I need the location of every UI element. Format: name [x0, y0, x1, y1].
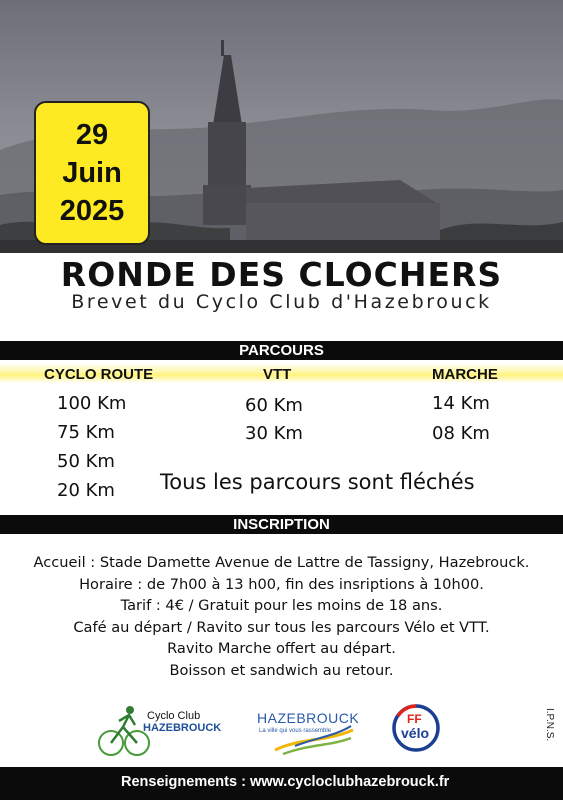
distance-marche-2: 08 Km: [432, 423, 490, 444]
inscription-details: [0, 552, 563, 681]
cyclo-club-logo: [95, 703, 230, 759]
distance-cyclo-1: 100 Km: [57, 393, 127, 414]
hazebrouck-name: HAZEBROUCK: [257, 710, 360, 726]
hazebrouck-city-logo: [255, 708, 360, 756]
date-day: 29: [75, 119, 109, 151]
date-month: Juin: [62, 157, 122, 189]
info-line-horaire: Horaire : de 7h00 à 13 h00, fin des insriptions à 10h00.: [79, 575, 484, 593]
event-subtitle: Brevet du Cyclo Club d'Hazebrouck: [71, 291, 492, 313]
col-marche-label: MARCHE: [432, 366, 498, 383]
parcours-header: PARCOURS: [0, 341, 563, 360]
info-line-boisson: Boisson et sandwich au retour.: [169, 661, 394, 679]
hazebrouck-tagline: La ville qui vous rassemble: [259, 728, 332, 734]
footer-website-link[interactable]: www.cycloclubhazebrouck.fr: [250, 774, 450, 790]
col-vtt-label: VTT: [263, 366, 292, 383]
date-badge: [34, 101, 150, 245]
ffvelo-logo: [390, 702, 442, 754]
info-line-cafe: Café au départ / Ravito sur tous les parcours Vélo et VTT.: [73, 618, 490, 636]
ipns-mark: I.P.N.S.: [544, 708, 555, 742]
info-line-ravito: Ravito Marche offert au départ.: [167, 640, 396, 657]
event-title: RONDE DES CLOCHERS: [60, 255, 503, 294]
col-cyclo-route-label: CYCLO ROUTE: [44, 366, 154, 383]
footer-bar: [0, 767, 563, 800]
ffvelo-velo: vélo: [401, 725, 430, 741]
distance-cyclo-4: 20 Km: [57, 480, 115, 501]
ffvelo-ff: FF: [407, 712, 422, 726]
signposted-note: Tous les parcours sont fléchés: [160, 470, 475, 494]
date-year: 2025: [59, 195, 125, 227]
distance-marche-1: 14 Km: [432, 393, 490, 414]
distance-cyclo-2: 75 Km: [57, 422, 115, 443]
info-line-tarif: Tarif : 4€ / Gratuit pour les moins de 18 ans.: [120, 597, 443, 614]
info-line-accueil: Accueil : Stade Damette Avenue de Lattre de Tassigny, Hazebrouck.: [33, 554, 530, 571]
distance-cyclo-3: 50 Km: [57, 451, 115, 472]
distance-vtt-2: 30 Km: [245, 423, 303, 444]
inscription-header: INSCRIPTION: [0, 515, 563, 534]
distance-vtt-1: 60 Km: [245, 395, 303, 416]
swoosh-icon: [255, 708, 355, 756]
cyclo-club-line1: Cyclo Club: [147, 710, 201, 722]
cyclo-club-line2: HAZEBROUCK: [143, 722, 222, 734]
footer-label: Renseignements :: [121, 774, 246, 790]
